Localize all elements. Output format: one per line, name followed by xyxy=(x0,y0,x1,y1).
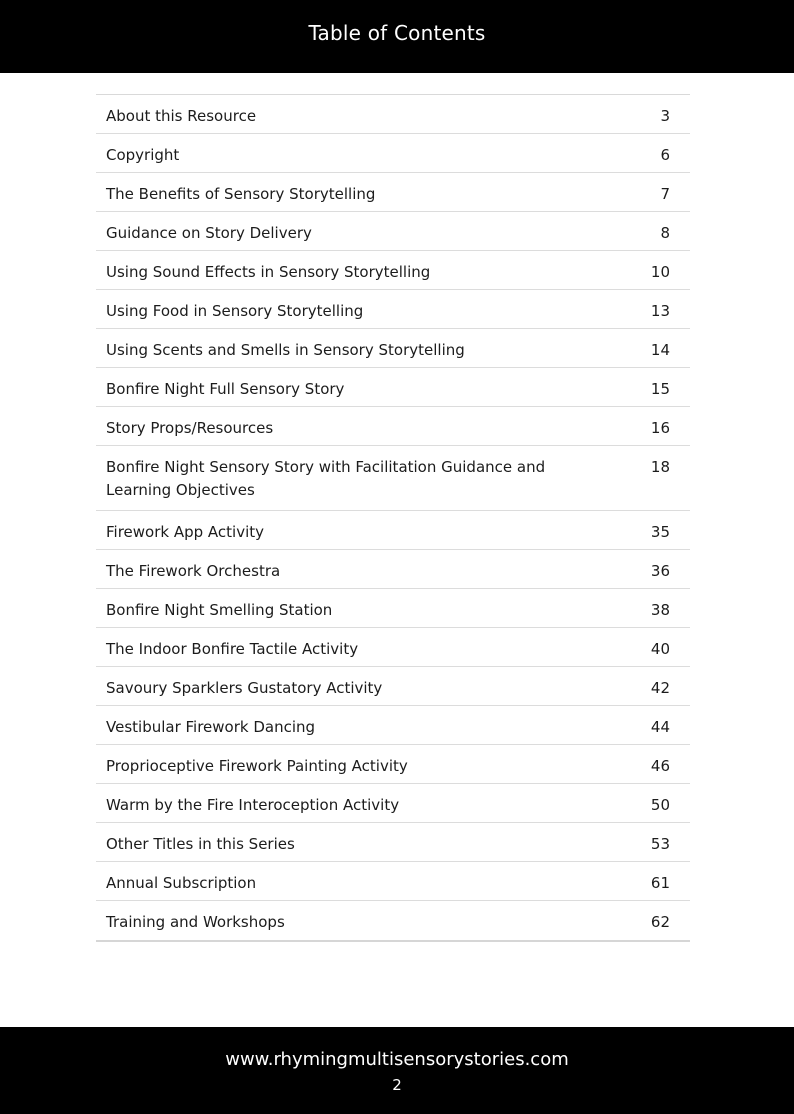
toc-entry-page: 46 xyxy=(650,757,670,775)
toc-entry-title: Firework App Activity xyxy=(106,523,265,541)
toc-entry-title: About this Resource xyxy=(106,107,257,125)
toc-entry-page: 38 xyxy=(650,601,670,619)
toc-row[interactable] xyxy=(96,95,690,134)
toc-entry-page: 10 xyxy=(650,263,670,281)
toc-entry-page: 42 xyxy=(650,679,670,697)
toc-entry-title: Using Sound Effects in Sensory Storytelling xyxy=(106,263,431,281)
toc-entry-page: 44 xyxy=(650,718,670,736)
toc-entry-title: Using Food in Sensory Storytelling xyxy=(106,302,364,320)
toc-entry-title: The Indoor Bonfire Tactile Activity xyxy=(106,640,359,658)
toc-entry-page: 62 xyxy=(650,913,670,931)
toc-entry-title: Other Titles in this Series xyxy=(106,835,295,853)
table-of-contents xyxy=(96,94,690,942)
toc-entry-title: Story Props/Resources xyxy=(106,419,274,437)
toc-row[interactable] xyxy=(96,628,690,667)
toc-entry-title: Annual Subscription xyxy=(106,874,257,892)
toc-entry-page: 14 xyxy=(650,341,670,359)
toc-entry-title: Bonfire Night Sensory Story with Facilitation Guidance and Learning Objectives xyxy=(106,458,546,499)
toc-row[interactable] xyxy=(96,862,690,901)
toc-entry-title: Savoury Sparklers Gustatory Activity xyxy=(106,679,383,697)
toc-entry-page: 35 xyxy=(650,523,670,541)
toc-row[interactable] xyxy=(96,706,690,745)
toc-entry-title: Training and Workshops xyxy=(106,913,285,931)
toc-entry-title: Bonfire Night Full Sensory Story xyxy=(106,380,345,398)
toc-row[interactable] xyxy=(96,212,690,251)
toc-entry-title: The Benefits of Sensory Storytelling xyxy=(106,185,376,203)
toc-entry-title: Bonfire Night Smelling Station xyxy=(106,601,333,619)
toc-entry-page: 13 xyxy=(650,302,670,320)
toc-row[interactable] xyxy=(96,589,690,628)
toc-row[interactable] xyxy=(96,446,690,511)
toc-entry-page: 16 xyxy=(650,419,670,437)
toc-row[interactable] xyxy=(96,368,690,407)
toc-entry-page: 7 xyxy=(660,185,670,203)
toc-entry-title: Vestibular Firework Dancing xyxy=(106,718,316,736)
toc-row[interactable] xyxy=(96,511,690,550)
toc-entry-title: Warm by the Fire Interoception Activity xyxy=(106,796,400,814)
toc-row[interactable] xyxy=(96,290,690,329)
toc-row[interactable] xyxy=(96,667,690,706)
toc-row[interactable] xyxy=(96,745,690,784)
toc-row[interactable] xyxy=(96,407,690,446)
toc-entry-title: Copyright xyxy=(106,146,180,164)
page-number: 2 xyxy=(392,1076,402,1094)
toc-row[interactable] xyxy=(96,251,690,290)
toc-row[interactable] xyxy=(96,550,690,589)
toc-entry-page: 3 xyxy=(660,107,670,125)
toc-row[interactable] xyxy=(96,173,690,212)
toc-entry-title: Proprioceptive Firework Painting Activity xyxy=(106,757,408,775)
page-footer xyxy=(0,1027,794,1114)
toc-entry-page: 6 xyxy=(660,146,670,164)
toc-entry-title: Guidance on Story Delivery xyxy=(106,224,312,242)
page-header xyxy=(0,0,794,73)
toc-row[interactable] xyxy=(96,329,690,368)
toc-entry-title: The Firework Orchestra xyxy=(106,562,281,580)
toc-entry-page: 36 xyxy=(650,562,670,580)
toc-row[interactable] xyxy=(96,784,690,823)
toc-entry-page: 53 xyxy=(650,835,670,853)
page-title: Table of Contents xyxy=(308,20,486,45)
toc-entry-page: 50 xyxy=(650,796,670,814)
toc-row[interactable] xyxy=(96,901,690,940)
website-link[interactable]: www.rhymingmultisensorystories.com xyxy=(225,1049,569,1070)
toc-row[interactable] xyxy=(96,134,690,173)
toc-entry-page: 8 xyxy=(660,224,670,242)
toc-entry-page: 40 xyxy=(650,640,670,658)
toc-entry-page: 15 xyxy=(650,380,670,398)
toc-entry-title: Using Scents and Smells in Sensory Storytelling xyxy=(106,341,465,359)
toc-entry-page: 61 xyxy=(650,874,670,892)
toc-entry-page: 18 xyxy=(650,458,670,476)
toc-row[interactable] xyxy=(96,823,690,862)
